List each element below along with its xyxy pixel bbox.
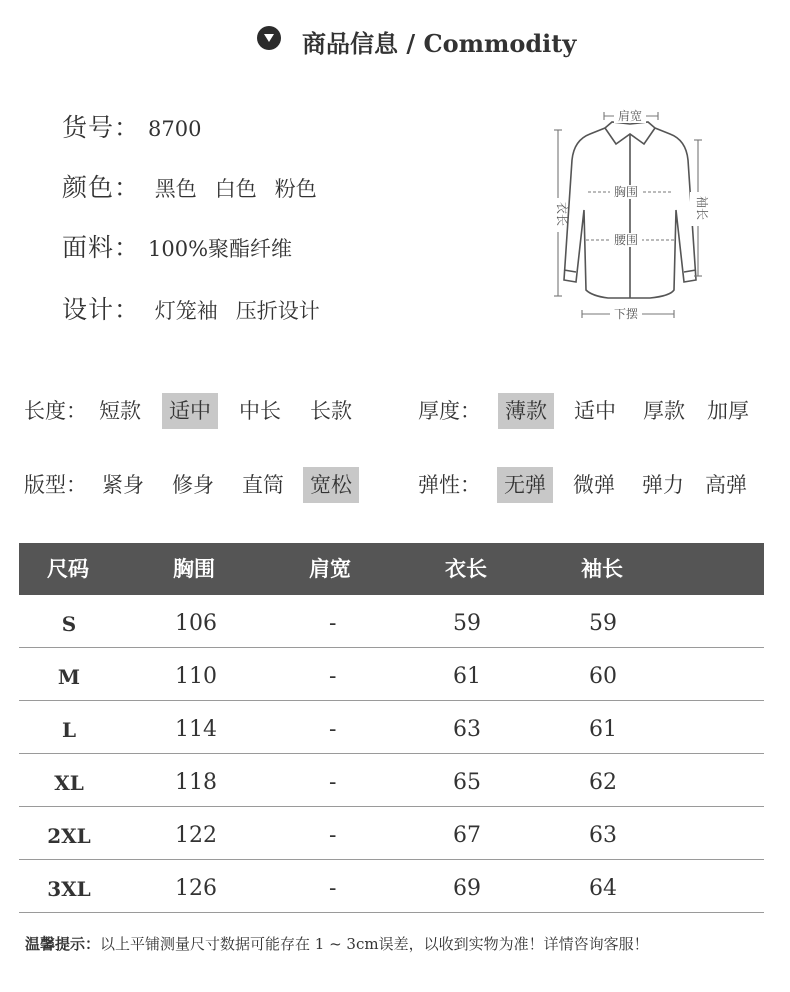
table-row — [19, 860, 764, 913]
section-title: 商品信息 / Commodity — [302, 29, 577, 58]
table-row — [19, 648, 764, 701]
cell-shoulder: - — [329, 664, 337, 689]
design-label: 设计： — [62, 295, 141, 324]
size-table — [19, 543, 764, 913]
design-line — [62, 290, 338, 326]
attribute-row-fit-elasticity — [0, 467, 790, 507]
cell-sleeve: 61 — [589, 717, 617, 742]
table-row — [19, 701, 764, 754]
diagram-label-waist: 腰围 — [613, 233, 639, 247]
table-row — [19, 754, 764, 807]
color-option: 粉色 — [274, 177, 317, 201]
attr-option-fit: 紧身 — [102, 473, 144, 497]
color-label: 颜色： — [62, 173, 141, 202]
size-table-header — [19, 543, 764, 595]
item-number-value: 8700 — [148, 117, 202, 141]
attr-option-length: 中长 — [239, 399, 281, 423]
cell-length: 67 — [453, 823, 481, 848]
header-chest: 胸围 — [173, 556, 215, 581]
item-number-label: 货号： — [62, 113, 141, 142]
diagram-label-sleeve: 袖长 — [695, 195, 709, 221]
shirt-measurement-diagram — [540, 100, 720, 330]
attr-option-thickness: 加厚 — [707, 399, 749, 423]
attr-label-fit: 版型： — [24, 473, 87, 497]
attr-label-length: 长度： — [24, 399, 87, 423]
cell-size: 3XL — [47, 877, 91, 901]
attr-option-elasticity: 高弹 — [705, 473, 747, 497]
cell-shoulder: - — [329, 876, 337, 901]
cell-chest: 118 — [175, 770, 217, 795]
cell-size: 2XL — [47, 824, 91, 848]
design-option: 灯笼袖 — [154, 299, 218, 323]
triangle-down-icon — [257, 26, 281, 50]
header-shoulder: 肩宽 — [309, 556, 351, 581]
diagram-label-length: 衣长 — [555, 201, 569, 227]
table-row — [19, 807, 764, 860]
footer-tip — [25, 933, 649, 954]
color-line — [62, 168, 335, 204]
cell-size: S — [61, 612, 77, 636]
cell-sleeve: 60 — [589, 664, 617, 689]
cell-shoulder: - — [329, 717, 337, 742]
cell-length: 63 — [453, 717, 481, 742]
cell-chest: 110 — [175, 664, 217, 689]
cell-sleeve: 63 — [589, 823, 617, 848]
cell-length: 69 — [453, 876, 481, 901]
attribute-row-length-thickness — [0, 393, 790, 433]
header-size: 尺码 — [47, 556, 89, 581]
table-row — [19, 595, 764, 648]
cell-shoulder: - — [329, 770, 337, 795]
attr-label-thickness: 厚度： — [418, 399, 481, 423]
attr-option-fit-selected: 宽松 — [303, 467, 359, 503]
cell-shoulder: - — [329, 611, 337, 636]
attr-option-thickness: 适中 — [574, 399, 616, 423]
cell-sleeve: 59 — [589, 611, 617, 636]
color-option: 白色 — [214, 177, 257, 201]
attr-label-elasticity: 弹性： — [418, 473, 481, 497]
fabric-label: 面料： — [62, 233, 141, 262]
cell-length: 65 — [453, 770, 481, 795]
tip-label: 温馨提示： — [25, 935, 101, 953]
attr-option-elasticity-selected: 无弹 — [497, 467, 553, 503]
fabric-value: 100%聚酯纤维 — [148, 237, 293, 261]
diagram-label-chest: 胸围 — [613, 185, 639, 199]
color-option: 黑色 — [154, 177, 197, 201]
attr-option-thickness-selected: 薄款 — [498, 393, 554, 429]
fabric-line — [62, 228, 292, 264]
cell-sleeve: 64 — [589, 876, 617, 901]
item-number-line — [62, 108, 201, 144]
tip-text: 以上平铺测量尺寸数据可能存在 1 ~ 3cm误差，以收到实物为准！详情咨询客服！ — [100, 935, 649, 953]
header-sleeve: 袖长 — [581, 556, 623, 581]
header-length: 衣长 — [445, 556, 487, 581]
cell-sleeve: 62 — [589, 770, 617, 795]
attr-option-thickness: 厚款 — [643, 399, 685, 423]
cell-shoulder: - — [329, 823, 337, 848]
diagram-label-shoulder: 肩宽 — [617, 109, 643, 123]
cell-size: M — [57, 665, 81, 689]
attr-option-fit: 修身 — [172, 473, 214, 497]
design-option: 压折设计 — [235, 299, 320, 323]
cell-chest: 122 — [175, 823, 217, 848]
attr-option-elasticity: 弹力 — [642, 473, 684, 497]
attr-option-length-selected: 适中 — [162, 393, 218, 429]
cell-chest: 126 — [175, 876, 217, 901]
cell-size: L — [61, 718, 77, 742]
cell-length: 61 — [453, 664, 481, 689]
diagram-label-hem: 下摆 — [613, 307, 639, 321]
cell-chest: 106 — [175, 611, 217, 636]
cell-chest: 114 — [175, 717, 217, 742]
attr-option-length: 长款 — [310, 399, 352, 423]
attr-option-length: 短款 — [99, 399, 141, 423]
section-header — [0, 22, 790, 58]
cell-length: 59 — [453, 611, 481, 636]
attr-option-fit: 直筒 — [242, 473, 284, 497]
cell-size: XL — [54, 771, 84, 795]
attr-option-elasticity: 微弹 — [573, 473, 615, 497]
